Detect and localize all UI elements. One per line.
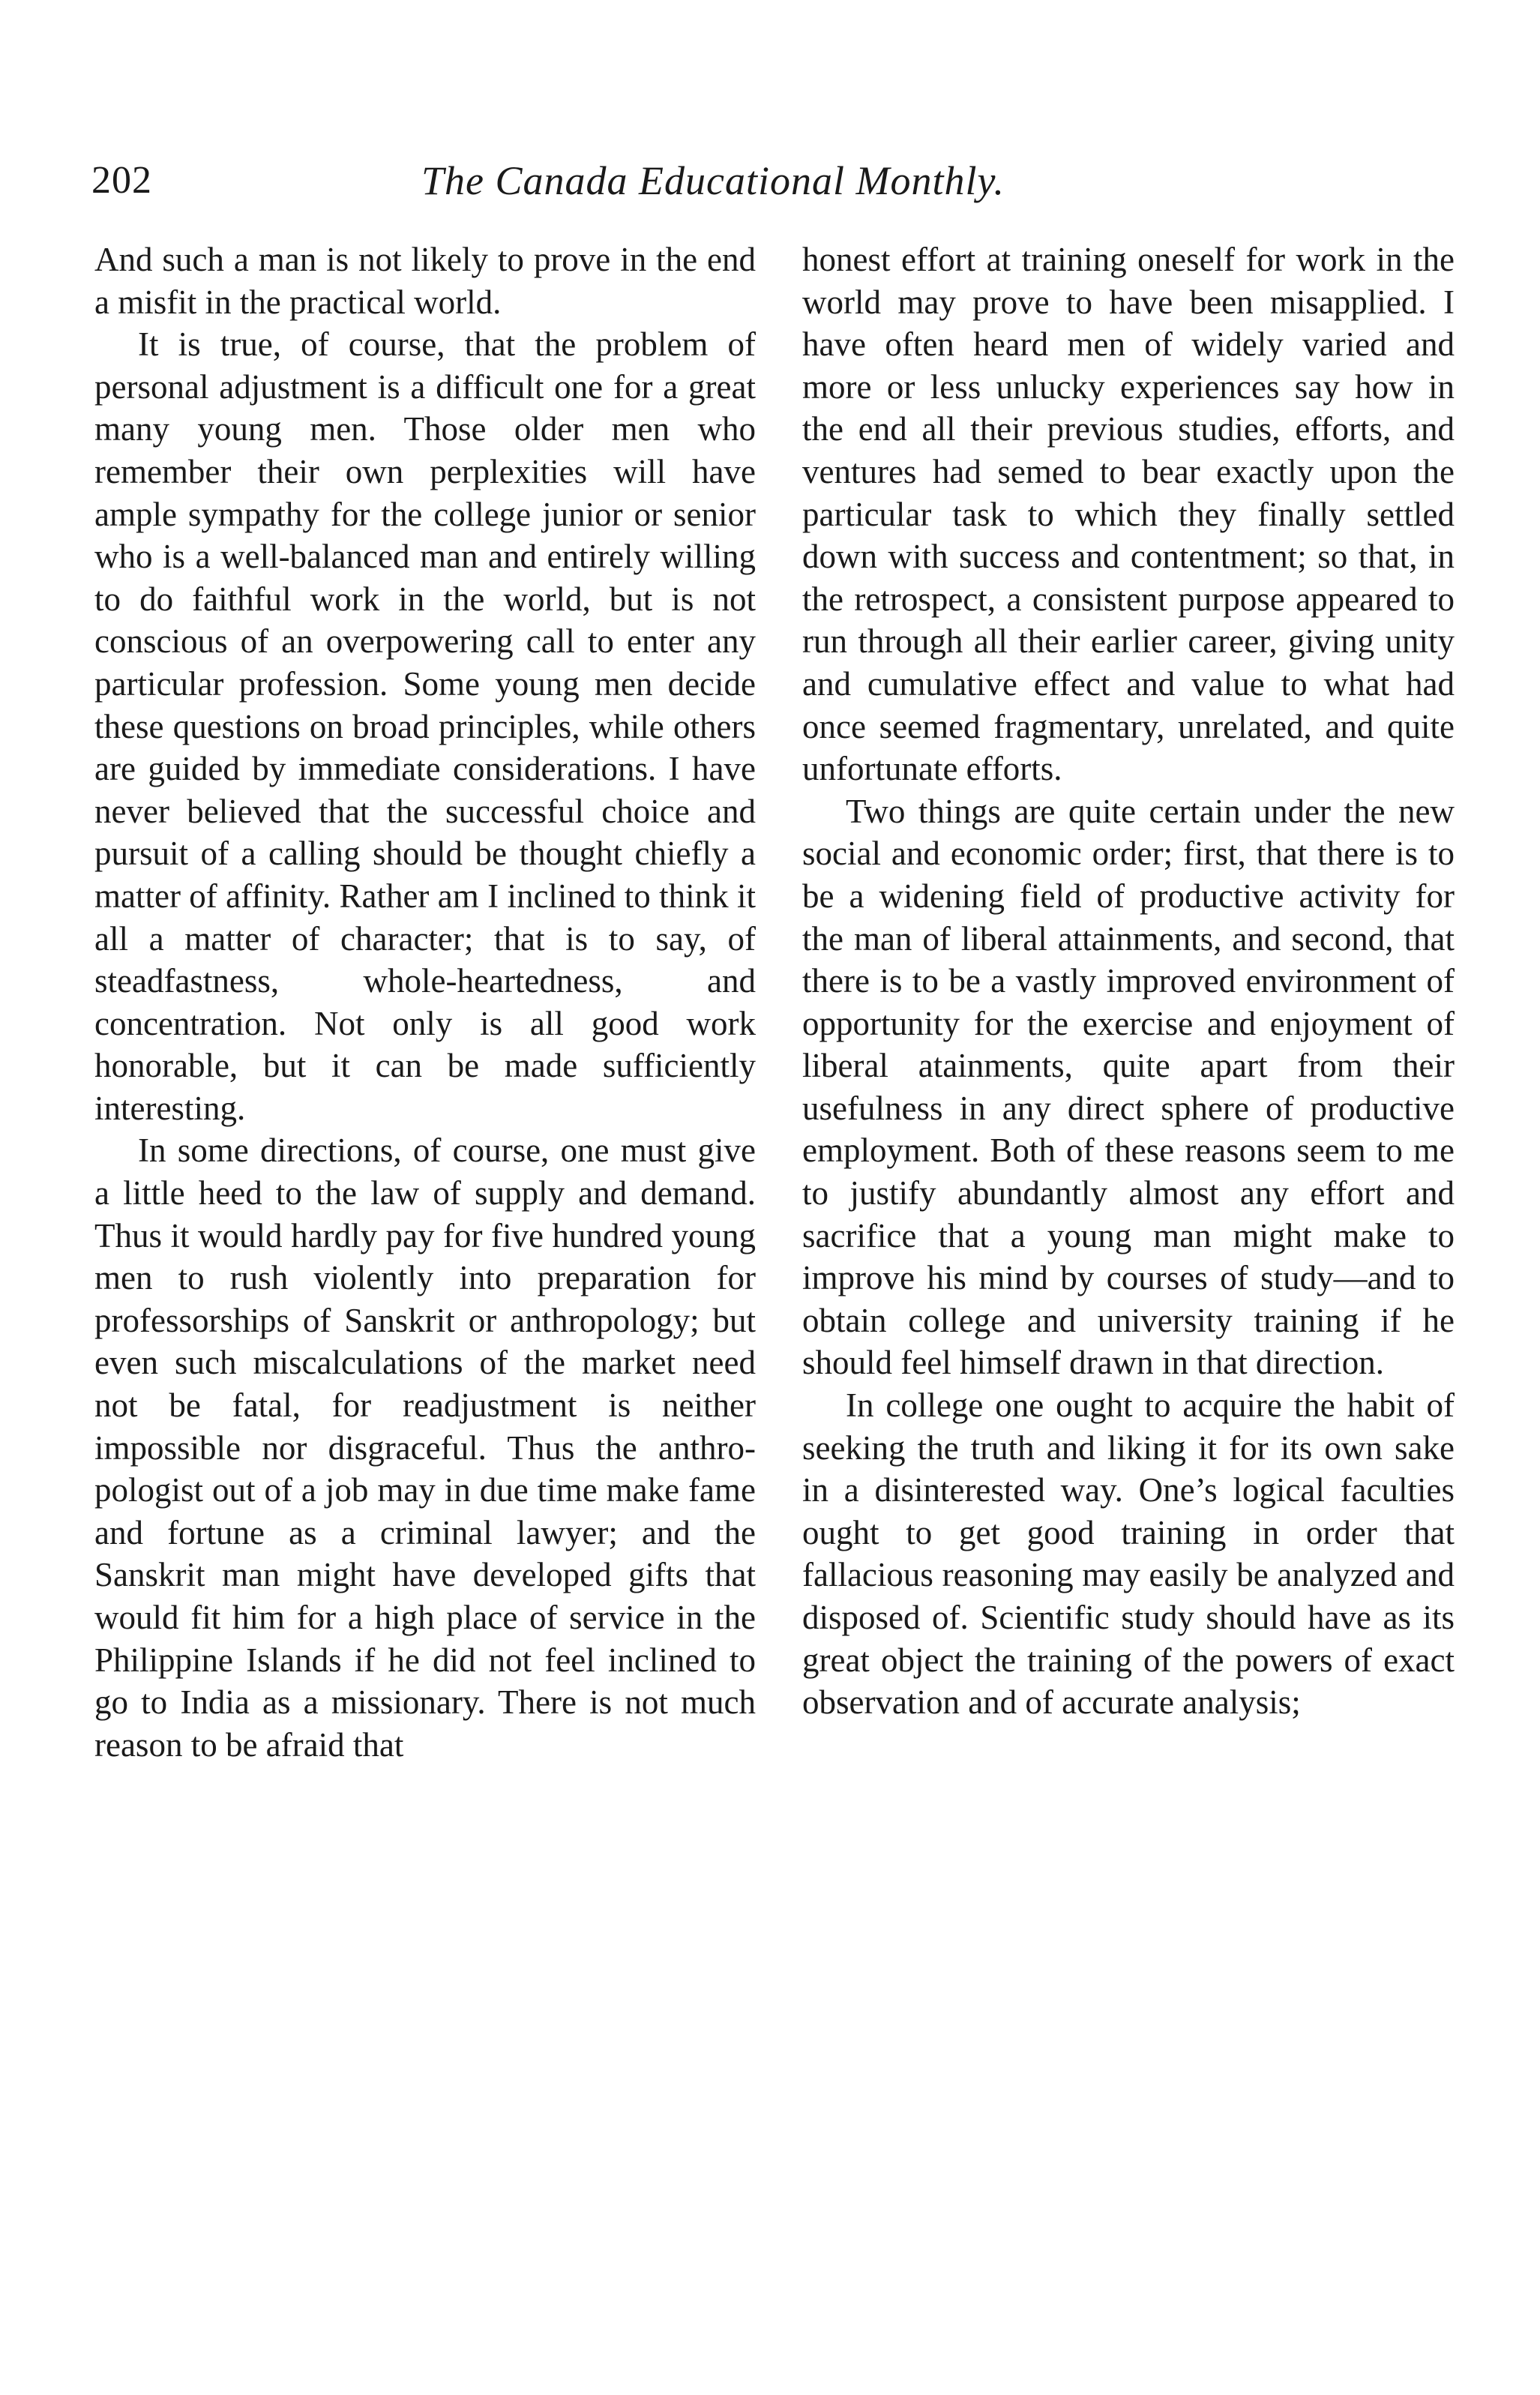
running-head xyxy=(91,154,1156,207)
page-number: 202 xyxy=(91,159,152,202)
right-column xyxy=(802,238,1455,1724)
paragraph-right-2: Two things are quite certain under the new social and economic order; first, that there is to be a widening field of productive activity for the man of liberal attainments, and second, that there is to be a vastly improved environment of opportunity for the exercise and enjoyment of liberal atainments, quite apart from their usefulness in any direct sphere of productive employment. Both of these reasons seem to me to justify abundantly almost any effort and sacrifice that a young man might make to improve his mind by courses of study—and to obtain college and university training if he should feel himself drawn in that direction. xyxy=(802,792,1455,1382)
paragraph-left-1: And such a man is not likely to prove in the end a misfit in the practical world. xyxy=(94,241,756,321)
paragraph-right-3: In college one ought to acquire the habit of seeking the truth and liking it for its own sake in a disinterested way. One’s logical faculties ought to get good training in order that fallacious reasoning may easily be analyzed and disposed of. Scientific study should have as its great object the training of the powers of exact observation and of accurate analysis; xyxy=(802,1386,1455,1722)
journal-title: The Canada Educational Monthly. xyxy=(421,158,1005,203)
paragraph-left-3: In some directions, of course, one must give a little heed to the law of supply and demand. Thus it would hardly pay for five hundred young men to rush violently into preparation for professorships of Sanskrit or anthropology; but even such miscalculations of the market need not be fatal, for readjustment is neither impossible nor disgraceful. Thus the anthropologist out of a job may in due time make fame and fortune as a criminal lawyer; and the Sanskrit man might have developed gifts that would fit him for a high place of service in the Philippine Islands if he did not feel inclined to go to India as a missionary. There is not much reason to be afraid that xyxy=(94,1132,756,1764)
paragraph-left-2: It is true, of course, that the problem of personal adjustment is a difficult one for a great many young men. Those older men who remember their own perplexities will have ample sympathy for the college junior or senior who is a well-balanced man and entirely willing to do faithful work in the world, but is not conscious of an overpowering call to enter any particular profession. Some young men decide these questions on broad principles, while others are guided by immediate considerations. I have never believed that the successful choice and pursuit of a calling should be thought chiefly a matter of affinity. Rather am I inclined to think it all a matter of character; that is to say, of steadfastness, whole-heartedness, and concentration. Not only is all good work honorable, but it can be made sufficiently interesting. xyxy=(94,325,756,1127)
paragraph-right-1: honest effort at training oneself for work in the world may prove to have been misapplied. I have often heard men of widely varied and more or less unlucky experiences say how in the end all their previous studies, efforts, and ventures had semed to bear exactly upon the particular task to which they finally settled down with success and contentment; so that, in the retrospect, a consistent purpose appeared to run through all their earlier career, giving unity and cumulative effect and value to what had once seemed fragmentary, unrelated, and quite unfortunate efforts. xyxy=(802,241,1455,788)
left-column xyxy=(94,238,756,1766)
